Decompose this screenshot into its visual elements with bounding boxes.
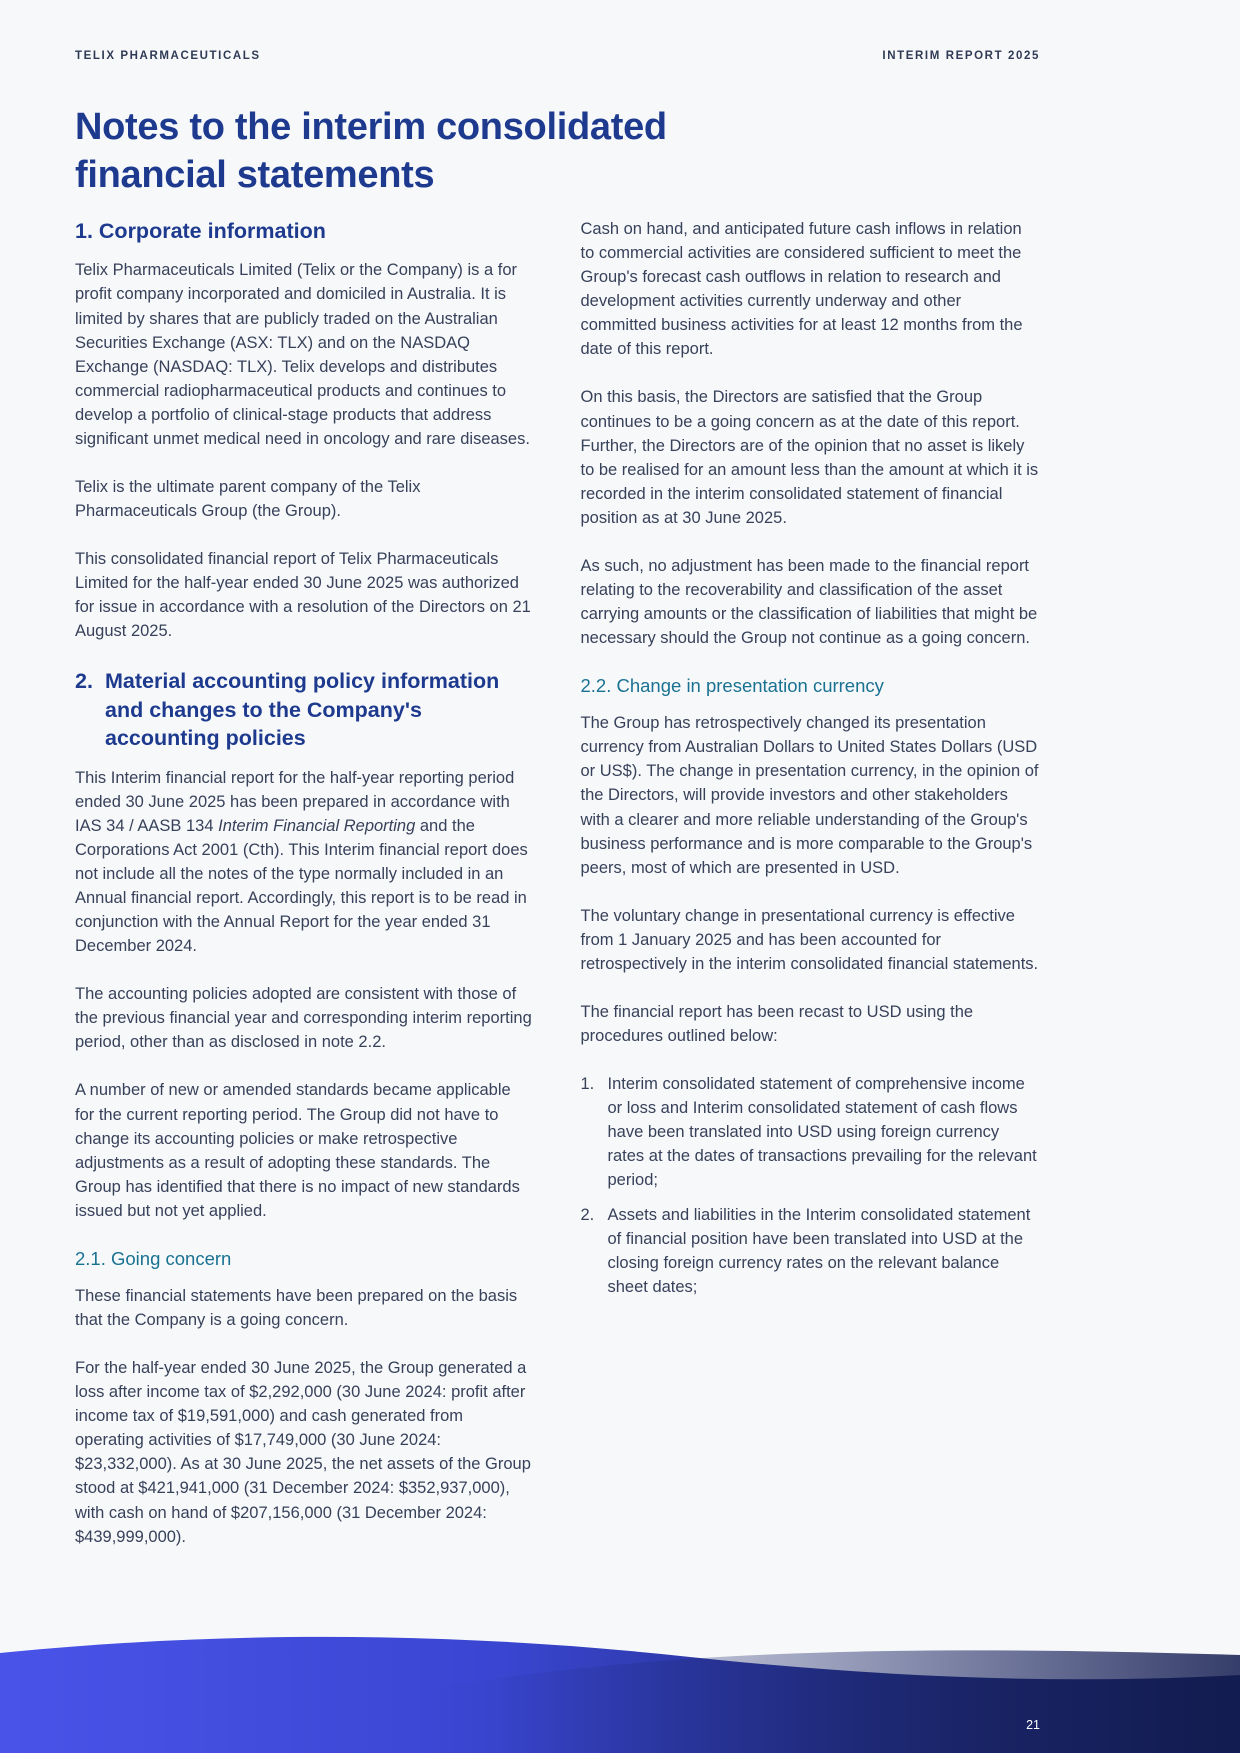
list-item-number: 2.	[580, 1205, 595, 1224]
paragraph: Telix Pharmaceuticals Limited (Telix or the Company) is a for profit company incorporated and domiciled in Australia. It is limited by shares that are publicly traded on the Australian Securities Exchange (ASX: TLX) and on the NASDAQ Exchange (NASDAQ: TLX). Telix develops and distributes commercial radiopharmaceutical products and continues to develop a portfolio of clinical-stage products that address significant unmet medical need in oncology and rare diseases.	[75, 261, 530, 448]
running-header	[75, 50, 1040, 62]
paragraph: These financial statements have been prepared on the basis that the Company is a going concern.	[75, 1286, 518, 1329]
section-2-heading	[75, 667, 535, 752]
list-item-text: Assets and liabilities in the Interim consolidated statement of financial position have been translated into USD at the closing foreign currency rates on the relevant balance sheet dates;	[607, 1205, 1031, 1296]
header-report-name: INTERIM REPORT 2025	[882, 50, 1040, 62]
paragraph: Cash on hand, and anticipated future cash inflows in relation to commercial activities are considered sufficient to meet the Group's forecast cash outflows in relation to research and development activities currently underway and other committed business activities for at least 12 months from the date of this report.	[580, 220, 1023, 359]
paragraph: On this basis, the Directors are satisfied that the Group continues to be a going concern as at the date of this report. Further, the Directors are of the opinion that no asset is likely to be realised for an amount less than the amount at which it is recorded in the interim consolidated statement of financial position as at 30 June 2025.	[580, 388, 1039, 527]
section-1-heading: 1. Corporate information	[75, 219, 326, 243]
paragraph: Telix is the ultimate parent company of the Telix Pharmaceuticals Group (the Group).	[75, 478, 421, 521]
list-item-number: 1.	[580, 1075, 595, 1094]
numbered-list	[581, 1072, 1041, 1299]
paragraph-segment-italic: Interim Financial Reporting	[218, 816, 416, 835]
footer-wave-graphic	[0, 1623, 1240, 1753]
page-number: 21	[1026, 1718, 1040, 1732]
paragraph: The accounting policies adopted are consistent with those of the previous financial year and corresponding interim reporting period, other than as disclosed in note 2.2.	[75, 985, 532, 1052]
page-content	[75, 50, 1040, 1573]
section-2-2-heading: 2.2. Change in presentation currency	[580, 675, 884, 697]
section-2-heading-text: Material accounting policy information and changes to the Company's accounting policies	[105, 669, 500, 751]
section-2-1-heading: 2.1. Going concern	[75, 1247, 232, 1269]
paragraph: The financial report has been recast to USD using the procedures outlined below:	[580, 1003, 974, 1046]
list-item	[581, 1203, 1041, 1299]
right-column	[581, 217, 1041, 1573]
paragraph: For the half-year ended 30 June 2025, the Group generated a loss after income tax of $2,292,000 (30 June 2024: profit after income tax of $19,591,000) and cash generated from operating activities of $17,749,000 (30 June 2024: $23,332,000). As at 30 June 2025, the net assets of the Group stood at $421,941,000 (31 December 2024: $352,937,000), with cash on hand of $207,156,000 (31 December 2024: $439,999,000).	[75, 1359, 531, 1546]
paragraph: As such, no adjustment has been made to the financial report relating to the recoverability and classification of the asset carrying amounts or the classification of liabilities that might be necessary should the Group not continue as a going concern.	[580, 556, 1038, 648]
page-title: Notes to the interim consolidated financial statements	[75, 106, 667, 196]
paragraph-segment: and the Corporations Act 2001 (Cth). This Interim financial report does not include all the notes of the type normally included in an Annual financial report. Accordingly, this report is to be read in conjunction with the Annual Report for the year ended 31 December 2024.	[75, 816, 528, 956]
left-column	[75, 217, 535, 1573]
section-2-number: 2.	[75, 669, 93, 694]
header-company-name: TELIX PHARMACEUTICALS	[75, 50, 261, 62]
paragraph-segment: This Interim financial report for the half-year reporting period ended 30 June 2025 has been prepared in accordance with IAS 34 / AASB 134	[75, 768, 515, 835]
paragraph: This consolidated financial report of Telix Pharmaceuticals Limited for the half-year ended 30 June 2025 was authorized for issue in accordance with a resolution of the Directors on 21 August 2025.	[75, 550, 531, 641]
paragraph: The Group has retrospectively changed its presentation currency from Australian Dollars to United States Dollars (USD or US$). The change in presentation currency, in the opinion of the Directors, will provide investors and other stakeholders with a clearer and more reliable understanding of the Group's business performance and is more comparable to the Group's peers, most of which are presented in USD.	[580, 714, 1039, 877]
list-item	[581, 1072, 1041, 1192]
paragraph: The voluntary change in presentational currency is effective from 1 January 2025 and has been accounted for retrospectively in the interim consolidated financial statements.	[580, 906, 1039, 973]
two-column-layout	[75, 217, 1040, 1573]
wave-shape	[0, 1623, 1240, 1753]
paragraph: A number of new or amended standards became applicable for the current reporting period. The Group did not have to change its accounting policies or make retrospective adjustments as a result of adopting these standards. The Group has identified that there is no impact of new standards issued but not yet applied.	[75, 1081, 520, 1220]
paragraph	[75, 766, 535, 959]
list-item-text: Interim consolidated statement of comprehensive income or loss and Interim consolidated statement of cash flows have been translated into USD using foreign currency rates at the dates of transactions prevailing for the relevant period;	[607, 1075, 1037, 1190]
